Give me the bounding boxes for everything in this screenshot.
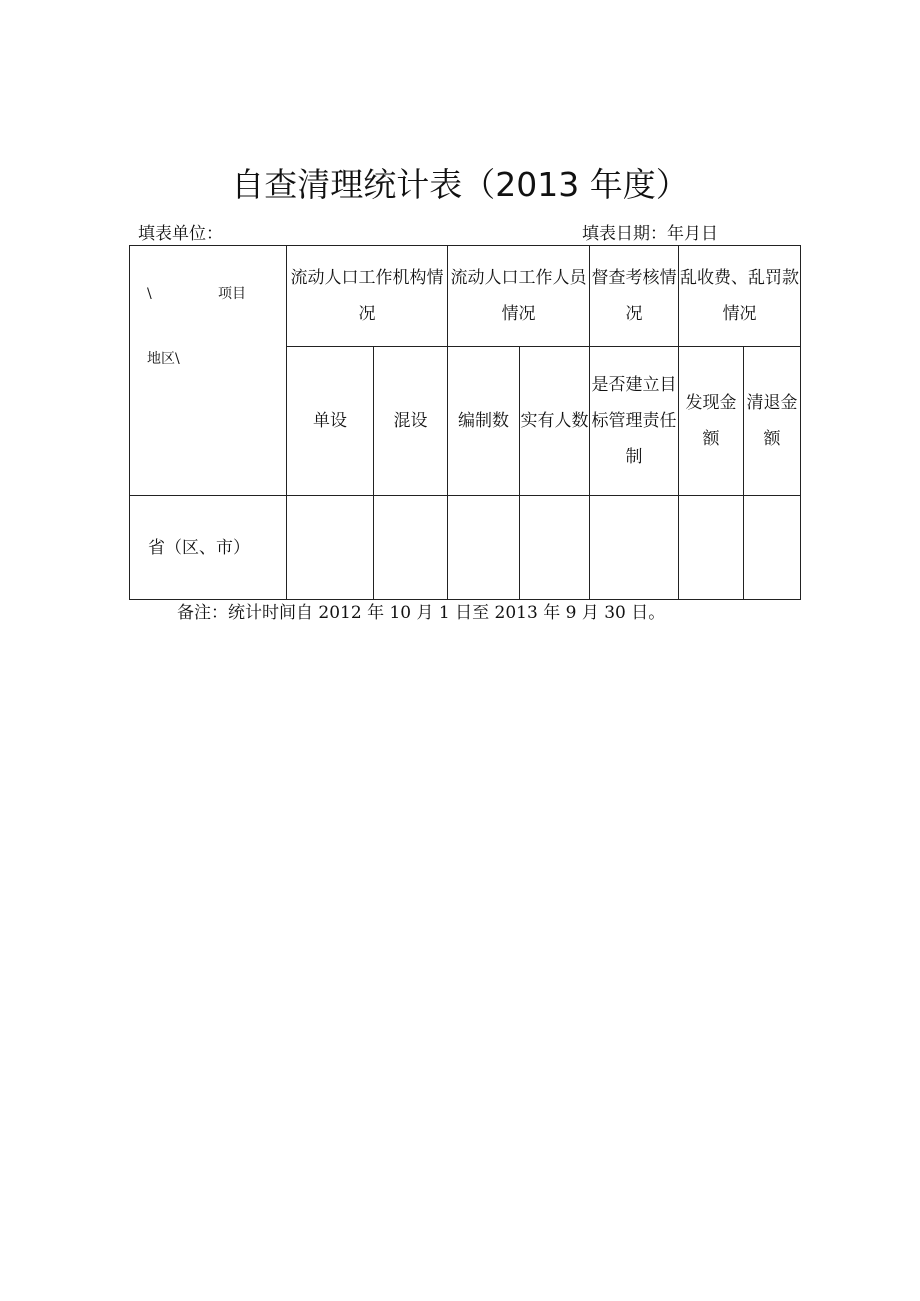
statistics-table [129, 245, 801, 600]
corner-region-label: 地区\ [147, 351, 180, 367]
page-title: 自查清理统计表（2013 年度） [231, 165, 689, 204]
sub-header-found-amount: 发现金额 [679, 347, 744, 496]
data-cell [448, 496, 520, 600]
data-cell [374, 496, 448, 600]
sub-header-actual-staff: 实有人数 [520, 347, 590, 496]
data-cell [287, 496, 374, 600]
sub-header-refund-amount: 清退金额 [744, 347, 801, 496]
corner-slash: \ [147, 286, 152, 302]
sub-header-quota: 编制数 [448, 347, 520, 496]
fill-date-label: 填表日期：年月日 [582, 224, 718, 244]
sub-header-standalone: 单设 [287, 347, 374, 496]
sub-header-responsibility: 是否建立目标管理责任制 [590, 347, 679, 496]
group-header-supervision: 督查考核情况 [590, 246, 679, 347]
sub-header-mixed: 混设 [374, 347, 448, 496]
fill-unit-label: 填表单位： [138, 224, 223, 244]
corner-item-label: 项目 [218, 286, 246, 302]
data-cell [679, 496, 744, 600]
corner-header-cell [130, 246, 287, 496]
data-cell [744, 496, 801, 600]
table-row [130, 496, 801, 600]
region-cell: 省（区、市） [130, 496, 287, 600]
group-header-staff: 流动人口工作人员情况 [448, 246, 590, 347]
data-cell [520, 496, 590, 600]
data-cell [590, 496, 679, 600]
group-header-fees: 乱收费、乱罚款情况 [679, 246, 801, 347]
footnote: 备注：统计时间自 2012 年 10 月 1 日至 2013 年 9 月 30 日。 [177, 603, 666, 623]
group-header-agency: 流动人口工作机构情况 [287, 246, 448, 347]
